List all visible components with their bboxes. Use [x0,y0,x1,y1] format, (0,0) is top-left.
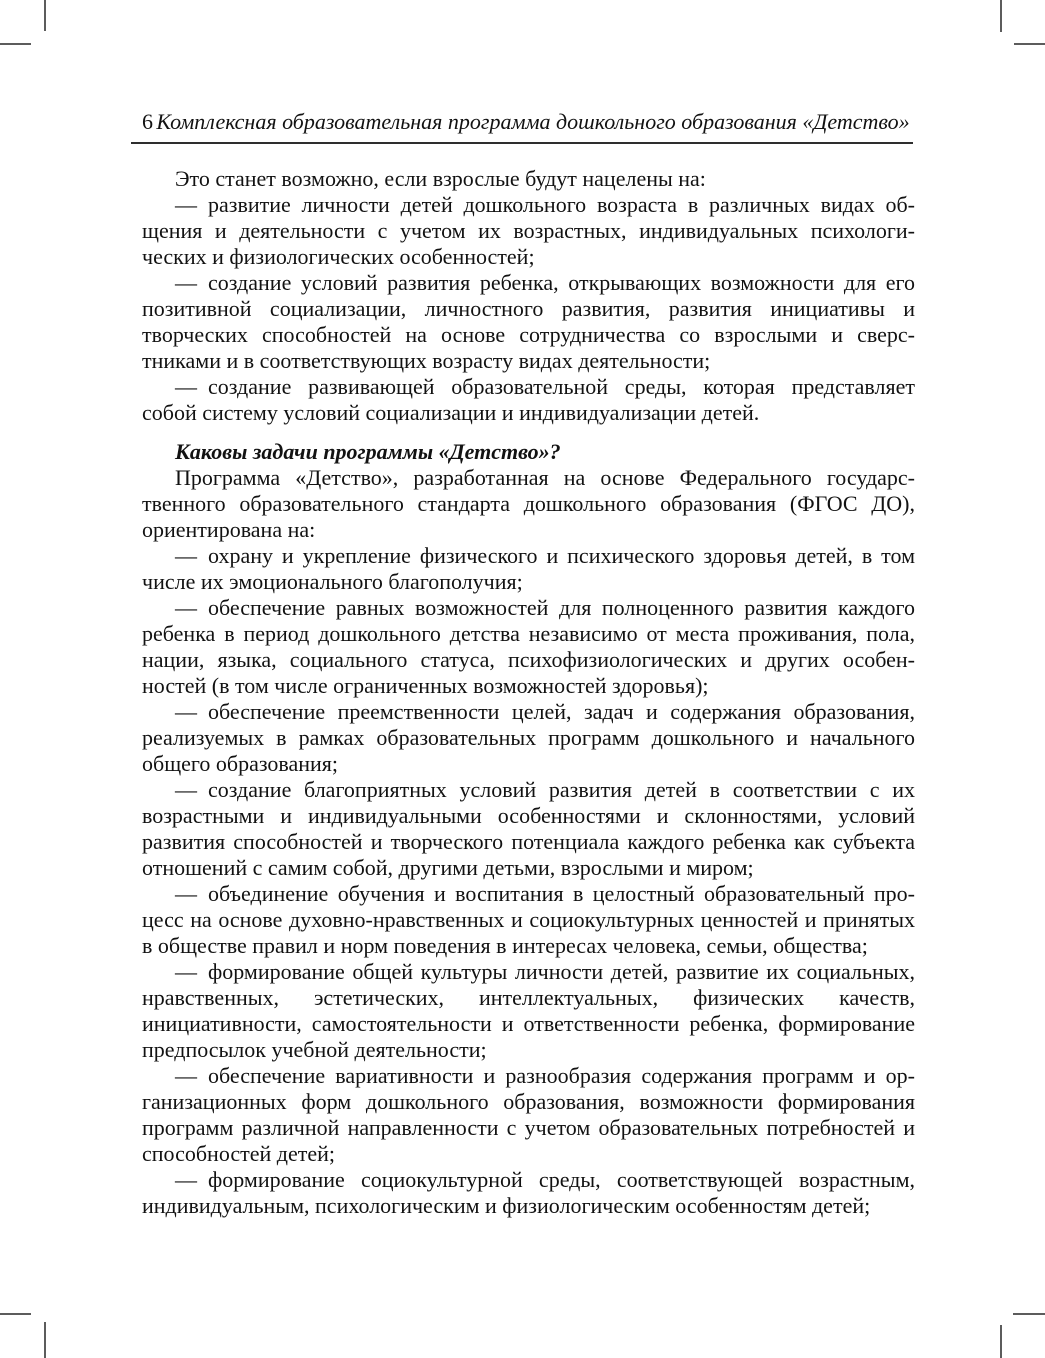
section-list-item: — создание благоприятных условий развития детей в соответствии с их возрастными и индивидуальными особенностями и склонностями, условий развития способностей и творческого потенциала каждого ребенка как субъекта отношений с самим собой, другими детьми, взрослыми и миром; [142,777,915,880]
crop-mark-top-left-horizontal [0,43,31,45]
page-body [142,166,915,1219]
page-number: 6 [142,109,153,134]
section-heading: Каковы задачи программы «Детство»? [175,439,561,464]
crop-mark-bottom-right-vertical [1000,1325,1002,1358]
intro-list-item: — создание условий развития ребенка, открывающих возможности для его позитивной социализации, личностного развития, развития инициативы и творческих способностей на основе сотрудничества со взрослыми и сверстниками и в соответствующих возрасту видах деятельности; [142,270,915,373]
section-list-item: — объединение обучения и воспитания в целостный образовательный процесс на основе духовно-нравственных и социокультурных ценностей и принятых в обществе правил и норм поведения в интересах человека, семьи, общества; [142,881,915,958]
crop-mark-top-right-vertical [1000,0,1002,32]
crop-mark-top-right-horizontal [1014,43,1045,45]
intro-list-item: — создание развивающей образовательной среды, которая представляет собой систему условий социализации и индивидуализации детей. [142,374,915,425]
crop-mark-bottom-left-vertical [44,1322,46,1358]
section-list-item: — обеспечение вариативности и разнообразия содержания программ и организационных форм дошкольного образования, возможности формирования программ различной направленности с учетом образовательных потребностей и способностей детей; [142,1063,915,1166]
section-list-item: — охрану и укрепление физического и психического здоровья детей, в том числе их эмоционального благополучия; [142,543,915,594]
section-list-item: — формирование социокультурной среды, соответствующей возрастным, индивидуальным, психологическим и физиологическим особенностям детей; [142,1167,915,1218]
crop-mark-bottom-left-horizontal [0,1313,31,1315]
section-list-item: — обеспечение равных возможностей для полноценного развития каждого ребенка в период дошкольного детства независимо от места проживания, пола, нации, языка, социального статуса, психофизиологических и других особенностей (в том числе ограниченных возможностей здоровья); [142,595,915,698]
crop-mark-top-left-vertical [44,0,46,31]
section-lead-paragraph: Программа «Детство», разработанная на основе Федерального государственного образовательного стандарта дошкольного образования (ФГОС ДО), ориентирована на: [142,465,915,542]
running-title: Комплексная образовательная программа дошкольного образования «Детство» [156,109,910,134]
page-header [131,109,913,144]
crop-mark-bottom-right-horizontal [1013,1313,1045,1315]
intro-lead-paragraph: Это станет возможно, если взрослые будут нацелены на: [175,166,706,191]
section-list-item: — формирование общей культуры личности детей, развитие их социальных, нравственных, эстетических, интеллектуальных, физических качеств, инициативности, самостоятельности и ответственности ребенка, формирование предпосылок учебной деятельности; [142,959,915,1062]
section-list-item: — обеспечение преемственности целей, задач и содержания образования, реализуемых в рамках образовательных программ дошкольного и начального общего образования; [142,699,915,776]
intro-list-item: — развитие личности детей дошкольного возраста в различных видах общения и деятельности с учетом их возрастных, индивидуальных психологических и физиологических особенностей; [142,192,915,269]
